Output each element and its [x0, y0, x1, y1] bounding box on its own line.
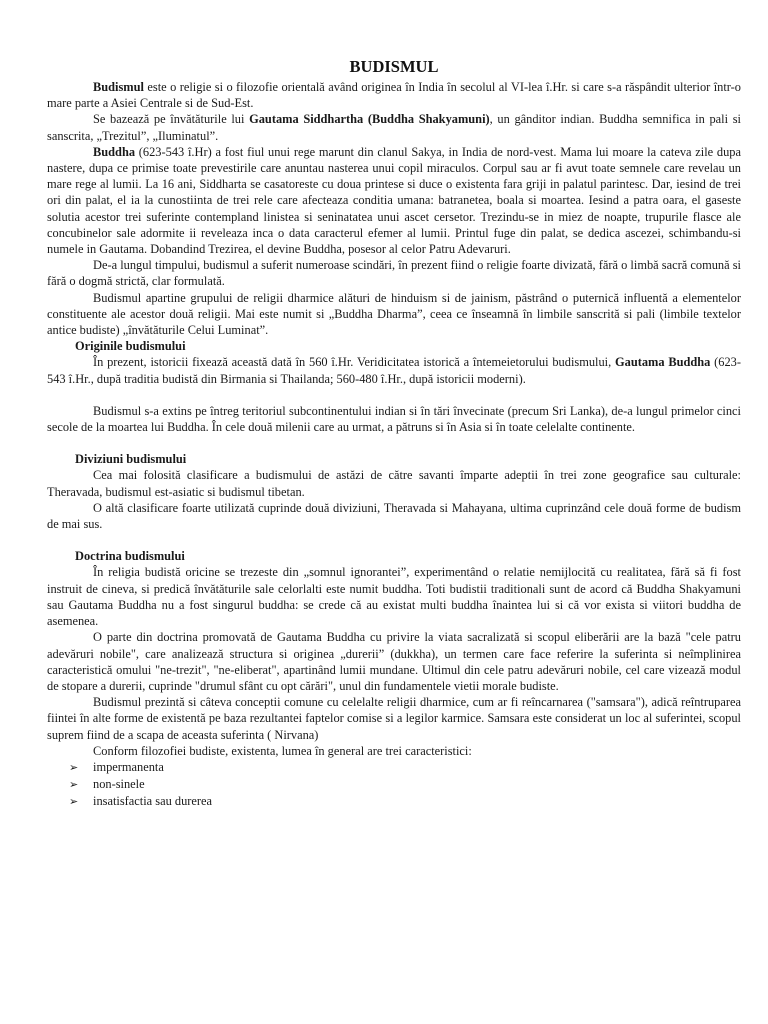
origins-p1-start: În prezent, istoricii fixează această dată în 560 î.Hr. Veridicitatea istorică a întemeietorului budismului, [93, 355, 615, 370]
document-title: BUDISMUL [349, 57, 439, 76]
origins-paragraph-1 [47, 354, 741, 386]
intro-paragraph-2 [47, 111, 741, 143]
intro-p2-start: Se bazează pe învătăturile lui [93, 112, 250, 127]
characteristics-list [47, 759, 741, 810]
intro-term-gautama: Gautama Siddhartha (Buddha Shakyamuni) [249, 112, 490, 127]
list-item-text: non-sinele [93, 776, 145, 791]
document-page [47, 56, 741, 810]
section-heading-origins: Originile budismului [75, 339, 186, 354]
spacer [47, 387, 741, 403]
origins-paragraph-2: Budismul s-a extins pe întreg teritoriul subcontinentului indian si în tări învecinate (precum Sri Lanka), de-a lungul primelor cinci secole de la moartea lui Buddha. În cele două milenii care au urmat, a pătruns si în Asia si în toate celelalte continente. [47, 403, 741, 435]
list-item-text: impermanenta [93, 759, 164, 774]
intro-paragraph-3 [47, 144, 741, 257]
divisions-paragraph-1: Cea mai folosită clasificare a budismului de astăzi de către savanti împarte adeptii în trei zone geografice sau culturale: Theravada, budismul est-asiatic si budismul tibetan. [47, 468, 741, 499]
intro-p1-text: este o religie si o filozofie orientală având originea în India în secolul al VI-lea î.Hr. si care s-a răspândit ulterior într-o mare parte a Asiei Centrale si de Sud-Est. [47, 80, 741, 111]
spacer [47, 435, 741, 451]
intro-term-buddha: Buddha [93, 144, 136, 159]
origins-term-gautama: Gautama Buddha [615, 355, 711, 370]
intro-paragraph-1 [47, 79, 741, 111]
intro-paragraph-4: De-a lungul timpului, budismul a suferit numeroase scindări, în prezent fiind o religie foarte divizată, fără o limbă sacră comună si fără o dogmă strictă, clar formulată. [47, 258, 741, 289]
list-item-text: insatisfactia sau durerea [93, 793, 213, 808]
arrow-bullet-icon: ➢ [69, 760, 79, 774]
doctrine-paragraph-1: În religia budistă oricine se trezeste din „somnul ignorantei”, experimentând o relatie nemijlocită cu realitatea, fără să fi fost instruit de cineva, si predică învătăturile sale celorlalti este numit buddha. Toti budistii traditionali sunt de acord că Buddha Shakyamuni sau Gautama Buddha nu a fost singurul buddha: se crede că au existat multi buddha înaintea lui si că vor exista si viitori buddha de asemenea. [47, 565, 741, 629]
arrow-bullet-icon: ➢ [69, 777, 79, 791]
section-heading-doctrine: Doctrina budismului [75, 549, 185, 564]
divisions-paragraph-2: O altă clasificare foarte utilizată cuprinde două diviziuni, Theravada si Mahayana, ultima cuprinzând cele două forme de budism de mai sus. [47, 500, 741, 532]
intro-term-budismul: Budismul [93, 80, 144, 94]
list-item [69, 793, 741, 810]
intro-paragraph-5: Budismul apartine grupului de religii dharmice alături de hinduism si de jainism, păstrând o puternică influentă a elementelor constituente ale acestor două religii. Mai este numit si „Buddha Dharma”, ceea ce înseamnă în limbile sanscrită si pali (limbile textelor antice budiste) „învătăturile Celui Luminat”. [47, 290, 741, 338]
list-item [69, 776, 741, 793]
arrow-bullet-icon: ➢ [69, 794, 79, 808]
doctrine-paragraph-4: Conform filozofiei budiste, existenta, lumea în general are trei caracteristici: [93, 743, 472, 758]
origins-p1-text: (623-543 î.Hr., după traditia budistă din Birmania si Thailanda; 560-480 î.Hr., după istoricii moderni). [47, 355, 741, 386]
spacer [47, 532, 741, 548]
section-heading-divisions: Diviziuni budismului [75, 452, 187, 467]
intro-p3-text: (623-543 î.Hr) a fost fiul unui rege marunt din clanul Sakya, in India de nord-vest. Mama lui moare la cateva zile dupa nastere, dupa ce primise toate prevestirile care anuntau nasterea unui copil miraculos. Corpul sau ar fi avut toate semnele care revelau un mare rege al lumii. La 16 ani, Siddharta se casatoreste cu doua printese si duce o existenta fara griji in palatul parintesc. Dar, iesind de trei ori din palat, el ia la cunostiinta de trei rele care afecteaza conditia umana: batranetea, boala si moartea. Iesind a patra oara, el gaseste solutia acestor trei suferinte contempland linistea si seninatatea unui ascet cersetor. Trezindu-se in miez de noapte, trupurile flasce ale concubinelor sale adormite ii reveleaza inca o data caracterul efemer al lumii. Printul fuge din palat, se dedica ascezei, schimbandu-si numele in Gautama. Dobandind Trezirea, el devine Buddha, posesor al celor Patru Adevaruri. [47, 144, 741, 257]
doctrine-paragraph-3: Budismul prezintă si câteva conceptii comune cu celelalte religii dharmice, cum ar fi reîncarnarea ("samsara"), adică reîntruparea fiintei în alte forme de existentă pe baza rezultantei faptelor comise si a legilor karmice. Samsara este considerat un loc al suferintei, scopul suprem fiind de a scapa de aceasta suferinta ( Nirvana) [47, 695, 741, 742]
intro-p2-text: , un gânditor indian. Buddha semnifica in pali si sanscrita, „Trezitul”, „Iluminatul”. [47, 112, 741, 143]
list-item [69, 759, 741, 776]
doctrine-paragraph-2: O parte din doctrina promovată de Gautama Buddha cu privire la viata sacralizată si scopul eliberării are la bază "cele patru adevăruri nobile", care analizează structura si originea „durerii” (dukkha), un termen care face referire la suferinta si neîmplinirea caracteristică omului "ne-trezit", "ne-eliberat", apartinând lumii mundane. Ultimul din cele patru adevăruri nobile, cel care vizează modul de stopare a durerii, cuprinde "drumul sfânt cu opt cărări", unul din fundamentele vietii morale budiste. [47, 630, 741, 693]
